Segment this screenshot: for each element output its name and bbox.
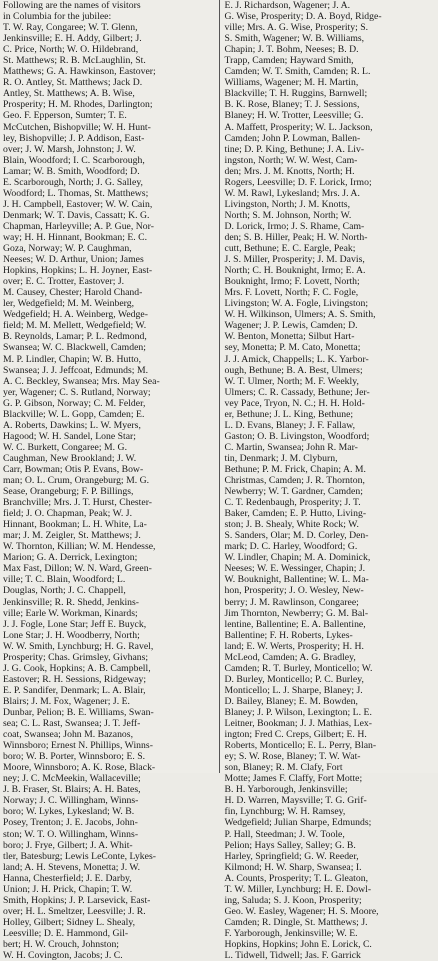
text-line: coat, Swansea; John M. Bazanos,	[3, 729, 215, 740]
text-line: Eastover; R. H. Sessions, Ridgeway;	[3, 674, 215, 685]
text-line: ville; Earle W. Workman, Kinards;	[3, 608, 215, 619]
right-column	[220, 0, 438, 773]
text-line: Holley, Gilbert; Sidney L. Shealy,	[3, 917, 215, 928]
text-line: F. Yarborough, Jenkinsville; W. E.	[225, 928, 437, 939]
text-line: Pelion; Hays Salley, Salley; G. B.	[225, 840, 437, 851]
text-line: ville; T. C. Blain, Woodford; L.	[3, 574, 215, 585]
text-line: Monticello; L. J. Sharpe, Blaney; J.	[225, 685, 437, 696]
text-line: J. S. Miller, Prosperity; J. M. Davis,	[225, 254, 437, 265]
text-line: J. J. Fogle, Lone Star; Jeff E. Buyck,	[3, 619, 215, 630]
text-line: R. O. Antley, St. Matthews; Jack D.	[3, 77, 215, 88]
text-line: Kilmond; H. W. Sharp, Swansea; I.	[225, 862, 437, 873]
text-line: D. Lorick, Irmo; J. S. Rhame, Cam-	[225, 221, 437, 232]
text-line: Dunbar, Pelion; B. E. Williams, Swan-	[3, 707, 215, 718]
text-line: Wedgefield; H. A. Weinberg, Wedge-	[3, 309, 215, 320]
text-line: Leesville; D. E. Hammond, Gil-	[3, 928, 215, 939]
text-line: Blain, Woodford; I. C. Scarborough,	[3, 155, 215, 166]
text-line: Gaston; O. B. Livingston, Woodford;	[225, 431, 437, 442]
text-line: W. C. Burkett, Congaree; M. G.	[3, 442, 215, 453]
text-line: ing, Saluda; S. J. Koon, Prosperity;	[225, 895, 437, 906]
text-line: ston; J. B. Shealy, White Rock; W.	[225, 519, 437, 530]
text-line: Harley, Springfield; G. W. Reeder,	[225, 851, 437, 862]
text-line: Sease, Orangeburg; F. P. Billings,	[3, 486, 215, 497]
text-line: field; J. O. Chapman, Peak; W. J.	[3, 508, 215, 519]
text-line: Hanna, Chesterfield; J. E. Darby,	[3, 873, 215, 884]
text-line: W. T. Ulmer, North; M. F. Weekly,	[225, 376, 437, 387]
text-line: tine; D. P. King, Bethune; J. A. Liv-	[225, 144, 437, 155]
text-line: Neeses; W. D. Arthur, Union; James	[3, 254, 215, 265]
text-line: Trapp, Camden; Hayward Smith,	[225, 55, 437, 66]
text-line: mar; J. M. Zeigler, St. Matthews; J.	[3, 530, 215, 541]
text-line: E. J. Richardson, Wagener; J. A.	[225, 0, 437, 11]
text-line: cutt, Bethune; E. C. Eargle, Peak;	[225, 243, 437, 254]
text-line: H. D. Warren, Maysville; T. G. Grif-	[225, 795, 437, 806]
text-line: tin, Denmark; J. M. Clyburn,	[225, 453, 437, 464]
text-line: Ballentine; F. H. Roberts, Lykes-	[225, 630, 437, 641]
text-line: McCutchen, Bishopville; W. H. Hunt-	[3, 122, 215, 133]
text-line: Livingston, North; J. M. Knotts,	[225, 199, 437, 210]
text-line: Hopkins, Hopkins; John E. Lorick, C.	[225, 939, 437, 950]
text-line: Carr, Bowman; Otis P. Evans, Bow-	[3, 464, 215, 475]
text-line: Ulmers; C. R. Cassady, Bethune; Jer-	[225, 387, 437, 398]
text-line: over; H. L. Smeltzer, Leesville; J. R.	[3, 906, 215, 917]
text-line: B. H. Yarborough, Jenkinsville;	[225, 784, 437, 795]
text-line: Branchville; Mrs. J. T. Hurst, Chester-	[3, 497, 215, 508]
text-line: W. Bouknight, Ballentine; W. L. Ma-	[225, 574, 437, 585]
text-line: Roberts, Monticello; E. L. Perry, Blan-	[225, 740, 437, 751]
text-line: C. Martin, Swansea; John R. Mar-	[225, 442, 437, 453]
text-line: way; H. H. Hinnant, Bookman; E. C.	[3, 232, 215, 243]
text-line: M. Causey, Chester; Harold Chand-	[3, 287, 215, 298]
text-line: Jenkinsville; R. R. Shedd, Jenkins-	[3, 597, 215, 608]
text-line: boro; W. B. Porter, Winnsboro; E. S.	[3, 751, 215, 762]
text-line: boro; J. Frye, Gilbert; J. A. Whit-	[3, 840, 215, 851]
text-line: vey Pace, Tryon, N. C.; H. H. Hold-	[225, 398, 437, 409]
text-line: W. M. Rawl, Lykesland; Mrs. J. A.	[225, 188, 437, 199]
text-line: Camden; R. Dingle, St. Matthews; J.	[225, 917, 437, 928]
text-line: J. H. Campbell, Eastover; W. W. Cain,	[3, 199, 215, 210]
text-line: Union; J. H. Prick, Chapin; T. W.	[3, 884, 215, 895]
text-line: B. Reynolds, Lamar; P. L. Redmond,	[3, 331, 215, 342]
text-line: Denmark; W. T. Davis, Cassatt; K. G.	[3, 210, 215, 221]
text-line: Blaney; J. P. Wilson, Lexington; L. E.	[225, 707, 437, 718]
text-line: G. P. Gibson, Norway; C. M. Felder,	[3, 398, 215, 409]
text-line: Lone Star; J. H. Woodberry, North;	[3, 630, 215, 641]
text-line: Newberry; W. T. Gardner, Camden;	[225, 486, 437, 497]
text-line: sey, Monetta; P. M. Cato, Monetta;	[225, 342, 437, 353]
text-line: Livingston; W. A. Fogle, Livingston;	[225, 298, 437, 309]
text-line: Motte; James F. Claffy, Fort Motte;	[225, 773, 437, 784]
text-line: J. B. Fraser, St. Blairs; A. H. Bates,	[3, 784, 215, 795]
text-line: Chapman, Harleyville; A. P. Gue, Nor-	[3, 221, 215, 232]
text-line: S. Sanders, Olar; M. D. Corley, Den-	[225, 530, 437, 541]
text-line: W. Thornton, Killian; W. M. Hendesse,	[3, 541, 215, 552]
text-line: Blaney; H. W. Trotter, Leesville; G.	[225, 110, 437, 121]
text-line: over; E. C. Trotter, Eastover; J.	[3, 276, 215, 287]
text-line: Prosperity; H. M. Rhodes, Darlington;	[3, 99, 215, 110]
text-line: man; O. L. Crum, Orangeburg; M. G.	[3, 475, 215, 486]
text-line: Geo. W. Easley, Wagener; H. S. Moore,	[225, 906, 437, 917]
text-line: S. Smith, Wagener; W. B. Williams,	[225, 33, 437, 44]
text-line: Camden; R. T. Burley, Monticello; W.	[225, 663, 437, 674]
text-line: Bethune; P. M. Frick, Chapin; A. M.	[225, 464, 437, 475]
text-line: North; C. H. Bouknight, Irmo; E. A.	[225, 265, 437, 276]
text-line: Christmas, Camden; J. R. Thornton,	[225, 475, 437, 486]
text-line: Max Fast, Dillon; W. N. Ward, Green-	[3, 563, 215, 574]
text-line: sea; C. L. Rast, Swansea; J. T. Jeff-	[3, 718, 215, 729]
text-line: Swansea; W. C. Blackwell, Camden;	[3, 342, 215, 353]
text-line: field; M. M. Mellett, Wedgefield; W.	[3, 320, 215, 331]
text-line: L. D. Evans, Blaney; J. F. Fallaw,	[225, 420, 437, 431]
text-line: Posey, Trenton; J. E. Jacobs, John-	[3, 817, 215, 828]
text-line: Hopkins, Hopkins; L. H. Joyner, East-	[3, 265, 215, 276]
text-line: ley, Bishopville; J. P. Addison, East-	[3, 133, 215, 144]
text-line: Blackville; W. L. Gopp, Camden; E.	[3, 409, 215, 420]
text-line: E. P. Sandifer, Denmark; L. A. Blair,	[3, 685, 215, 696]
text-line: fin, Lynchburg; W. H. Ramsey,	[225, 806, 437, 817]
text-line: mark; D. C. Harley, Woodford; G.	[225, 541, 437, 552]
text-line: Mrs. F. Lovett, North; F. C. Fogle,	[225, 287, 437, 298]
text-line: er, Bethune; J. L. King, Bethune;	[225, 409, 437, 420]
text-line: McLeod, Camden; A. G. Bradley,	[225, 652, 437, 663]
text-line: North; S. M. Johnson, North; W.	[225, 210, 437, 221]
text-line: over; J. W. Marsh, Johnston; J. W.	[3, 144, 215, 155]
text-line: M. P. Lindler, Chapin; W. B. Hutto,	[3, 354, 215, 365]
text-line: Douglas, North; J. C. Chappell,	[3, 585, 215, 596]
text-line: Wedgefield; Julian Sharpe, Edmunds;	[225, 817, 437, 828]
text-line: G. Wise, Prosperity; D. A. Boyd, Ridge-	[225, 11, 437, 22]
text-line: St. Matthews; R. B. McLaughlin, St.	[3, 55, 215, 66]
text-line: C. Price, North; W. O. Hildebrand,	[3, 44, 215, 55]
text-line: D. Burley, Monticello; P. C. Burley,	[225, 674, 437, 685]
text-line: P. Hall, Steedman; J. W. Toole,	[225, 829, 437, 840]
text-line: ey; S. W. Rose, Blaney; T. W. Wat-	[225, 751, 437, 762]
text-line: W. W. Smith, Lynchburg; H. G. Ravel,	[3, 641, 215, 652]
text-line: yer, Wagener; C. S. Rutland, Norway;	[3, 387, 215, 398]
text-line: in Columbia for the jubilee:	[3, 11, 215, 22]
text-line: Blackville; T. H. Ruggins, Barnwell;	[225, 88, 437, 99]
text-line: Matthews; G. A. Hawkinson, Eastover;	[3, 66, 215, 77]
text-line: den; S. B. Hiller, Peak; H. W. North-	[225, 232, 437, 243]
text-line: boro; W. Lykes, Lykesland; W. B.	[3, 806, 215, 817]
text-line: Following are the names of visitors	[3, 0, 215, 11]
text-line: Jim Thornton, Newberry; G. M. Bal-	[225, 608, 437, 619]
text-line: J. J. Amick, Chappells; L. K. Yarbor-	[225, 354, 437, 365]
text-line: den; Mrs. J. M. Knotts, North; H.	[225, 166, 437, 177]
left-column	[0, 0, 219, 773]
text-line: tler, Batesburg; Lewis LeConte, Lykes-	[3, 851, 215, 862]
text-line: Camden; W. T. Smith, Camden; R. L.	[225, 66, 437, 77]
text-line: lentine, Ballentine; E. A. Ballentine,	[225, 619, 437, 630]
text-line: T. W. Miller, Lynchburg; H. E. Dowl-	[225, 884, 437, 895]
text-line: A. Roberts, Dawkins; L. W. Myers,	[3, 420, 215, 431]
text-line: Marion; G. A. Derrick, Lexington;	[3, 552, 215, 563]
text-line: Chapin; J. T. Bohm, Neeses; B. D.	[225, 44, 437, 55]
text-line: Camden; John P. Lowman, Ballen-	[225, 133, 437, 144]
text-line: W. Benton, Monetta; Silbut Hart-	[225, 331, 437, 342]
text-line: Smith, Hopkins; J. P. Larsevick, East-	[3, 895, 215, 906]
text-line: bert; H. W. Crouch, Johnston;	[3, 939, 215, 950]
text-line: land; A. H. Stevens, Monetta; J. W.	[3, 862, 215, 873]
text-line: Blairs; J. M. Fox, Wagener; J. E.	[3, 696, 215, 707]
text-line: Norway; J. C. Willingham, Winns-	[3, 795, 215, 806]
text-line: Geo. F. Epperson, Sumter; T. E.	[3, 110, 215, 121]
text-line: W. Lindler, Chapin; M. A. Dominick,	[225, 552, 437, 563]
text-line: D. Bailey, Blaney; E. M. Bowden,	[225, 696, 437, 707]
text-line: L. Tidwell, Tidwell; Jas. F. Garrick	[225, 950, 437, 961]
text-line: Rogers, Leesville; D. F. Lorick, Irmo;	[225, 177, 437, 188]
text-line: Hagood; W. H. Sandel, Lone Star;	[3, 431, 215, 442]
text-line: Lamar; W. B. Smith, Woodford; D.	[3, 166, 215, 177]
text-line: Bouknight, Irmo; F. Lovett, North;	[225, 276, 437, 287]
text-line: B. K. Rose, Blaney; T. J. Sessions,	[225, 99, 437, 110]
text-line: son, Blaney; R. M. Clafy, Fort	[225, 762, 437, 773]
text-line: Leitner, Bookman; J. J. Mathias, Lex-	[225, 718, 437, 729]
text-line: berry; J. M. Rawlinson, Congaree;	[225, 597, 437, 608]
text-line: land; E. W. Werts, Prosperity; H. H.	[225, 641, 437, 652]
text-line: Prosperity; Chas. Grimsley, Givhans;	[3, 652, 215, 663]
text-line: Woodford; L. Thomas, St. Matthews;	[3, 188, 215, 199]
text-line: ington; Fred C. Creps, Gilbert; E. H.	[225, 729, 437, 740]
text-line: Neeses; W. E. Wessinger, Chapin; J.	[225, 563, 437, 574]
text-line: Wagener; J. P. Lewis, Camden; D.	[225, 320, 437, 331]
text-line: E. Scarborough, North; J. G. Salley,	[3, 177, 215, 188]
text-line: ingston, North; W. W. West, Cam-	[225, 155, 437, 166]
text-line: Hinnant, Bookman; L. H. White, La-	[3, 519, 215, 530]
text-line: Moore, Winnsboro; A. K. Rose, Black-	[3, 762, 215, 773]
text-line: hon, Prosperity; J. O. Wesley, New-	[225, 585, 437, 596]
text-line: Swansea; J. J. Jeffcoat, Edmunds; M.	[3, 365, 215, 376]
text-line: Caughman, New Brookland; J. W.	[3, 453, 215, 464]
text-line: Goza, Norway; W. P. Caughman,	[3, 243, 215, 254]
text-line: ney; J. C. McMeekin, Wallaceville;	[3, 773, 215, 784]
text-line: A. Counts, Prosperity; T. L. Gleaton,	[225, 873, 437, 884]
text-line: T. W. Ray, Congaree; W. T. Glenn,	[3, 22, 215, 33]
text-line: W. H. Wilkinson, Ulmers; A. S. Smith,	[225, 309, 437, 320]
text-line: W. H. Covington, Jacobs; J. C.	[3, 950, 215, 961]
text-line: Jenkinsville; E. H. Addy, Gilbert; J.	[3, 33, 215, 44]
text-line: J. G. Cook, Hopkins; A. B. Campbell,	[3, 663, 215, 674]
text-line: C. T. Redenbaugh, Prosperity; J. T.	[225, 497, 437, 508]
text-line: Baker, Camden; E. P. Hutto, Living-	[225, 508, 437, 519]
text-line: ville; Mrs. A. G. Wise, Prosperity; S.	[225, 22, 437, 33]
text-line: Antley, St. Matthews; A. B. Wise,	[3, 88, 215, 99]
text-line: ston; W. T. O. Willingham, Winns-	[3, 829, 215, 840]
text-line: Winnsboro; Ernest N. Phillips, Winns-	[3, 740, 215, 751]
text-line: Williams, Wagener; M. H. Martin,	[225, 77, 437, 88]
text-line: A. C. Beckley, Swansea; Mrs. May Sea-	[3, 376, 215, 387]
text-line: A. Maffett, Prosperity; W. L. Jackson,	[225, 122, 437, 133]
text-line: ough, Bethune; B. A. Best, Ulmers;	[225, 365, 437, 376]
text-line: ler, Wedgefield; M. M. Weinberg,	[3, 298, 215, 309]
